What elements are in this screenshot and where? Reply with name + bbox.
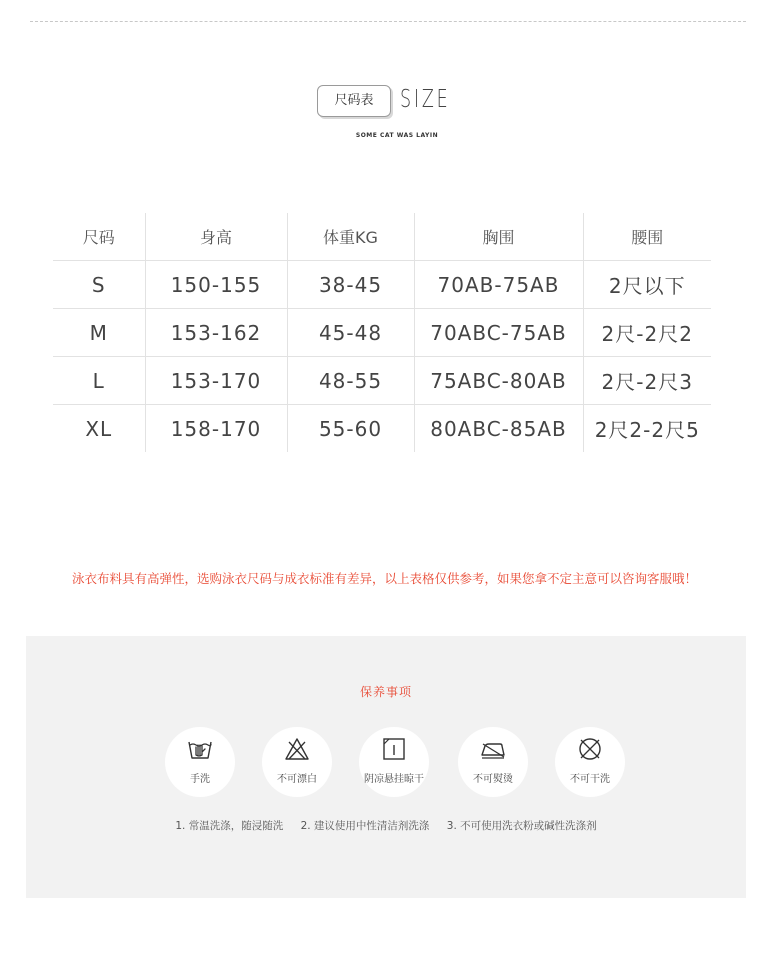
table-row [53, 357, 711, 405]
header-size: 尺码 [53, 213, 145, 261]
line-dry-shade-icon [381, 736, 407, 762]
cell-waist: 2尺2-2尺5 [583, 405, 711, 453]
header-weight: 体重KG [287, 213, 414, 261]
size-header [0, 82, 769, 142]
cell-waist: 2尺以下 [583, 261, 711, 309]
care-label: 不可漂白 [277, 774, 317, 785]
care-note: 1. 常温洗涤，随浸随洗 [175, 820, 284, 832]
care-label: 阴凉悬挂晾干 [364, 774, 424, 785]
header-waist: 腰围 [583, 213, 711, 261]
cell-bust: 80ABC-85AB [414, 405, 583, 453]
care-instructions-panel [26, 636, 746, 898]
care-item-no-dry-clean [555, 727, 625, 797]
care-icon-row [165, 727, 625, 799]
cell-weight: 45-48 [287, 309, 414, 357]
cell-weight: 55-60 [287, 405, 414, 453]
no-iron-icon [480, 736, 506, 762]
cell-height: 153-170 [145, 357, 287, 405]
header-height: 身高 [145, 213, 287, 261]
table-row [53, 309, 711, 357]
sizing-notice: 泳衣布料具有高弹性，选购泳衣尺码与成衣标准有差异，以上表格仅供参考，如果您拿不定主意可以咨询客服哦！ [71, 571, 697, 586]
size-heading: SIZE [400, 84, 451, 113]
cell-bust: 75ABC-80AB [414, 357, 583, 405]
care-title: 保养事项 [359, 685, 412, 699]
care-item-no-iron [458, 727, 528, 797]
no-bleach-icon [284, 736, 310, 762]
cell-waist: 2尺-2尺3 [583, 357, 711, 405]
top-dashed-divider [30, 21, 746, 22]
cell-size: L [53, 357, 145, 405]
cell-height: 153-162 [145, 309, 287, 357]
care-item-no-bleach [262, 727, 332, 797]
table-header-row [53, 213, 711, 261]
header-bust: 胸围 [414, 213, 583, 261]
cell-weight: 48-55 [287, 357, 414, 405]
size-chart-badge: 尺码表 [317, 85, 391, 117]
care-item-hand-wash [165, 727, 235, 797]
no-dry-clean-icon [577, 736, 603, 762]
cell-size: M [53, 309, 145, 357]
care-notes [26, 818, 746, 833]
care-label: 不可熨烫 [473, 774, 513, 785]
table-row [53, 405, 711, 453]
care-label: 不可干洗 [570, 774, 610, 785]
size-subtitle: SOME CAT WAS LAYIN [355, 132, 439, 139]
cell-size: XL [85, 416, 113, 441]
care-note: 2. 建议使用中性清洁剂洗涤 [300, 820, 430, 832]
size-table [53, 213, 711, 452]
cell-waist: 2尺-2尺2 [583, 309, 711, 357]
cell-size: S [53, 261, 145, 309]
care-item-line-dry [359, 727, 429, 797]
care-note: 3. 不可使用洗衣粉或碱性洗涤剂 [446, 820, 597, 832]
cell-height: 150-155 [145, 261, 287, 309]
cell-bust: 70AB-75AB [414, 261, 583, 309]
hand-wash-icon [187, 736, 213, 762]
table-row [53, 261, 711, 309]
cell-bust: 70ABC-75AB [414, 309, 583, 357]
cell-height: 158-170 [145, 405, 287, 453]
care-label: 手洗 [190, 774, 210, 785]
cell-weight: 38-45 [287, 261, 414, 309]
